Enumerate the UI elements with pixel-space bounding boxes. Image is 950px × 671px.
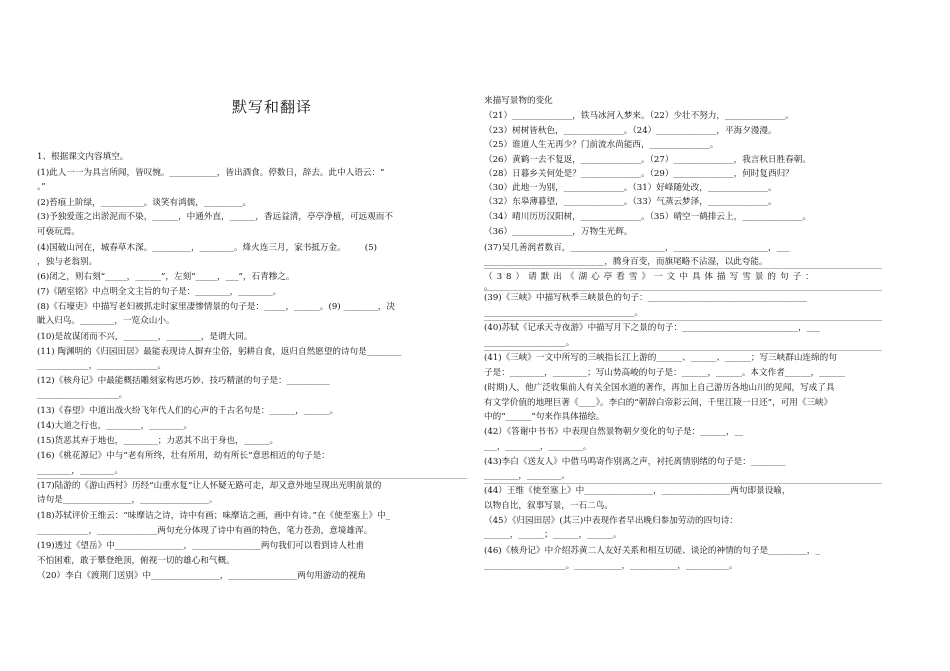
left-line: (17)陆游的《游山西村》历经“山重水复”让人怀疑无路可走，却又意外地呈现出光明前景的 (37, 481, 382, 491)
left-line: (6)闭之，则右刻“_____，______”，左刻“_____，___”，石青糁之。 (37, 272, 295, 282)
right-line: （36）______________，万物生光辉。 (484, 227, 633, 237)
right-line: (37)吴几善润者数百，______________________，______________________，___ (484, 243, 790, 253)
right-line: (44）王维《使至塞上》中________________，________________两句即景设喻， (484, 486, 791, 496)
right-line: （26）黄鹤一去不复返，______________。（27）______________，我言秋日胜春朝。 (484, 155, 811, 165)
left-line: 1、根据课文内容填空。 (37, 152, 129, 162)
left-line: ，独与老翁别。 (37, 257, 98, 267)
right-line: (46)《核舟记》中介绍苏黄二人友好关系和相互切磋、谈论的神情的句子是_________，_ (484, 546, 820, 556)
divider (484, 483, 882, 484)
divider (484, 290, 882, 291)
right-line: 。 (484, 282, 493, 292)
right-line: （34）晴川历历汉阳树，______________。（35）晴空一鹤排云上，______________。 (484, 212, 811, 222)
left-line: ____________，______________两句充分体现了诗中有画的特色，笔力苍劲，意境雄浑。 (37, 526, 373, 536)
right-line: (43)李白《送友人》中借马鸣寄作别离之声，衬托离情别绪的句子是：________ (484, 457, 786, 467)
right-line: （32）东皋薄暮望，______________。（33）气蒸云梦泽，______________。 (484, 197, 777, 207)
left-line: (12)《核舟记》中最能概括雕刻家构思巧妙、技巧精湛的句子是：__________ (37, 376, 330, 386)
right-line: 有文学价值的地理巨著《____》。李白的“朝辞白帝彩云间，千里江陵一日还”，可用《三峡》 (484, 398, 833, 408)
left-line: (7)《陋室铭》中点明全文主旨的句子是：________，________。 (37, 287, 282, 297)
right-line: （28）日暮乡关何处是？______________。（29）______________，何时复西归？ (484, 169, 794, 179)
right-line: (时期)人，他广泛收集前人有关全国水道的著作，再加上自己游历各地山川的见闻，写成了具 (484, 383, 835, 393)
left-line: (18)苏轼评价王维云：“味摩诘之诗，诗中有画；味摩诘之画，画中有诗。”在《使至塞上》中_ (37, 511, 390, 521)
left-line: (15)货恶其弃于地也，________；力恶其不出于身也，______。 (37, 436, 279, 446)
right-line: (39)《三峡》中描写秋季三峡景色的句子：_____________________________________ (484, 293, 807, 303)
right-line: （45）《归园田居》(其三)中表现作者早出晚归参加劳动的四句诗： (484, 516, 738, 526)
right-line: ___________________。 (484, 338, 575, 348)
left-line: (4)国破山河在，城春草木深。_________，________。烽火连三月，家书抵万金。 (5) (37, 243, 377, 253)
left-line: (14)大道之行也，________，________。 (37, 421, 193, 431)
right-line: ________，________。 (484, 471, 570, 481)
left-line: ________，________。 (37, 466, 123, 476)
right-line: （38）请默出《湖心亭看雪》一文中具体描写雪景的句子： (484, 272, 818, 282)
right-line: (40)苏轼《记承天寺夜游》中描写月下之景的句子：___________________________，___ (484, 323, 820, 333)
left-line: (1)此人一一为具言所闻，皆叹惋。___________，皆出酒食。停数日，辞去。此中人语云：“ (37, 168, 385, 178)
left-line: 眦入归鸟。________，一览众山小。 (37, 316, 175, 326)
left-line: ____________，______________。 (37, 361, 166, 371)
right-line: 以物自比，叙事写景，一石二鸟。 (484, 501, 613, 511)
right-line: （23）树树皆秋色，______________。（24）______________，平海夕漫漫。 (484, 126, 777, 136)
divider (484, 268, 882, 269)
left-line: (13)《春望》中道出战火纷飞年代人们的心声的千古名句是：______，______。 (37, 406, 339, 416)
left-line: (3)予独爱莲之出淤泥而不染，______，中通外直，______，香远益清，亭亭净植，可远观而不 (37, 212, 393, 222)
left-line: (2)苔痕上阶绿，__________。谈笑有鸿儒，_________。 (37, 198, 252, 208)
left-line: 可亵玩焉。 (37, 227, 80, 237)
right-line: ___，________，________。 (484, 442, 592, 452)
right-line: 中的“______”句来作具体描绘。 (484, 412, 605, 422)
left-line: (8)《石壕吏》中描写老妇被抓走时家里凄惨情景的句子是：_____，______。(9) ________，决 (37, 302, 395, 312)
left-line: ___________________。 (37, 390, 128, 400)
right-line: ______，______；______，______。 (484, 530, 622, 540)
right-line: （30）此地一为别，______________。（31）好峰随处改，______________。 (484, 183, 777, 193)
right-line: (41)《三峡》一文中所写的三峡指长江上游的______、______、______；写三峡群山连绵的句 (484, 353, 837, 363)
left-line: 不怕困难，敢于攀登绝顶，俯视一切的雄心和气概。 (37, 556, 235, 566)
divider (484, 350, 882, 351)
divider (484, 320, 882, 321)
right-line: 子是：________，________；写山势高峻的句子是：______，______。本文作者______，______ (484, 368, 845, 378)
left-line: 诗句是________________，________________。 (37, 495, 218, 505)
page-title: 默写和翻译 (232, 98, 313, 116)
left-line: (19)透过《望岳》中________________，________________两句我们可以看到诗人杜甫 (37, 541, 365, 551)
right-line: ___________________________________。 (484, 308, 643, 318)
right-line: ____________________________，腾身百变，而旗尾略不沾湿，以此夸能。 (484, 257, 768, 267)
right-line: (42）《答谢中书书》中表现自然景物朝夕变化的句子是：______，__ (484, 427, 744, 437)
left-line: (11) 陶渊明的《归园田居》最能表现诗人摒弃尘俗，躬耕自食，返归自然愿望的诗句是________ (37, 347, 402, 357)
right-line: （21）______________，铁马冰河入梦来。（22）少壮不努力，______________。 (484, 111, 794, 121)
left-line: (10)是故谋闭而不兴，________，________，是谓大同。 (37, 332, 253, 342)
left-line: （20）李白《渡荆门送别》中________________，________________两句用游动的视角 (37, 571, 366, 581)
right-line: （25）谁道人生无再少？门前流水尚能西，______________。 (484, 140, 719, 150)
left-line: (16)《桃花源记》中与“老有所终，壮有所用，幼有所长”意思相近的句子是： (37, 451, 330, 461)
right-line: ___________________。___________，___________，__________。 (484, 561, 738, 571)
right-line: 来描写景物的变化 (484, 96, 553, 106)
divider (37, 478, 467, 479)
left-line: 。” (37, 182, 46, 192)
